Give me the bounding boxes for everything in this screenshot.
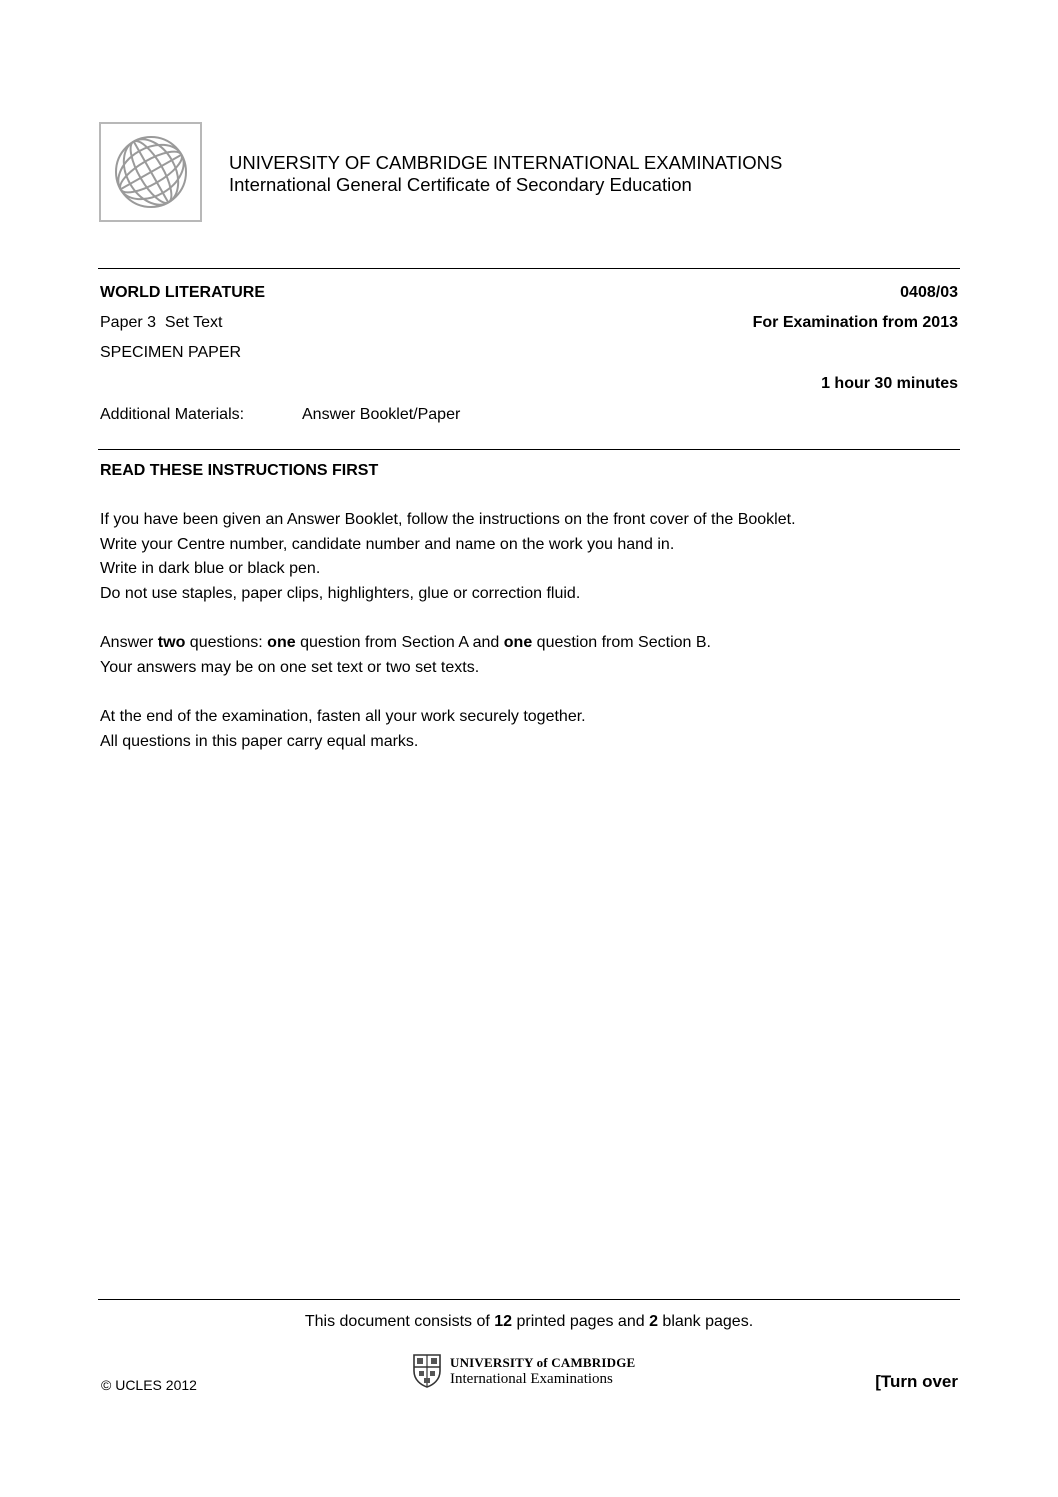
- duration: 1 hour 30 minutes: [821, 375, 958, 392]
- divider-top: [98, 268, 960, 269]
- paper-code: 0408/03: [900, 284, 958, 301]
- instruction-line: [100, 631, 711, 656]
- examination-from: For Examination from 2013: [752, 314, 958, 331]
- instructions-group-2: [100, 631, 711, 680]
- logo-line-1: UNIVERSITY of CAMBRIDGE: [450, 1355, 636, 1370]
- divider-middle: [98, 449, 960, 450]
- text-segment: Answer: [100, 634, 158, 651]
- materials-value: Answer Booklet/Paper: [302, 406, 461, 423]
- instructions-group-1: [100, 508, 796, 606]
- instructions-heading: READ THESE INSTRUCTIONS FIRST: [100, 462, 379, 479]
- instruction-line: All questions in this paper carry equal marks.: [100, 732, 419, 750]
- cambridge-logo-text: [450, 1354, 635, 1388]
- qualification-subtitle: International General Certificate of Secondary Education: [229, 174, 692, 195]
- instructions-group-3: [100, 705, 586, 754]
- divider-bottom: [98, 1299, 960, 1300]
- instruction-line: Write your Centre number, candidate number and name on the work you hand in.: [100, 535, 675, 553]
- blank-pages-count: 2: [649, 1313, 658, 1330]
- subject-title: WORLD LITERATURE: [100, 284, 266, 301]
- instruction-line: At the end of the examination, fasten all your work securely together.: [100, 708, 586, 725]
- emphasis-one: one: [267, 634, 296, 651]
- text-segment: question from Section A and: [295, 634, 504, 651]
- instruction-line: Write in dark blue or black pen.: [100, 560, 321, 578]
- paper-name: Paper 3 Set Text: [100, 314, 223, 331]
- instruction-line: Your answers may be on one set text or two set texts.: [100, 658, 480, 676]
- copyright: © UCLES 2012: [101, 1377, 197, 1393]
- turn-over: [Turn over: [875, 1372, 958, 1391]
- text-segment: questions:: [185, 634, 268, 651]
- logo-line-2: International Examinations: [450, 1371, 613, 1387]
- page-count-note: [0, 1312, 1058, 1332]
- printed-pages-count: 12: [494, 1313, 513, 1330]
- text-segment: question from Section B.: [532, 634, 711, 651]
- text-segment: blank pages.: [657, 1313, 754, 1330]
- globe-icon: [112, 133, 190, 211]
- emphasis-one: one: [503, 634, 533, 651]
- instruction-line: If you have been given an Answer Booklet, follow the instructions on the front cover of the Booklet.: [100, 511, 796, 528]
- text-segment: printed pages and: [512, 1313, 650, 1330]
- globe-logo: [99, 122, 202, 222]
- instruction-line: Do not use staples, paper clips, highlighters, glue or correction fluid.: [100, 584, 581, 602]
- cambridge-logo: [412, 1353, 635, 1389]
- crest-icon: [412, 1353, 442, 1389]
- specimen-label: SPECIMEN PAPER: [100, 344, 242, 361]
- exam-board-title: UNIVERSITY OF CAMBRIDGE INTERNATIONAL EXAMINATIONS: [229, 152, 783, 173]
- text-segment: This document consists of: [304, 1313, 495, 1330]
- emphasis-two: two: [157, 634, 186, 651]
- materials-label: Additional Materials:: [100, 406, 245, 423]
